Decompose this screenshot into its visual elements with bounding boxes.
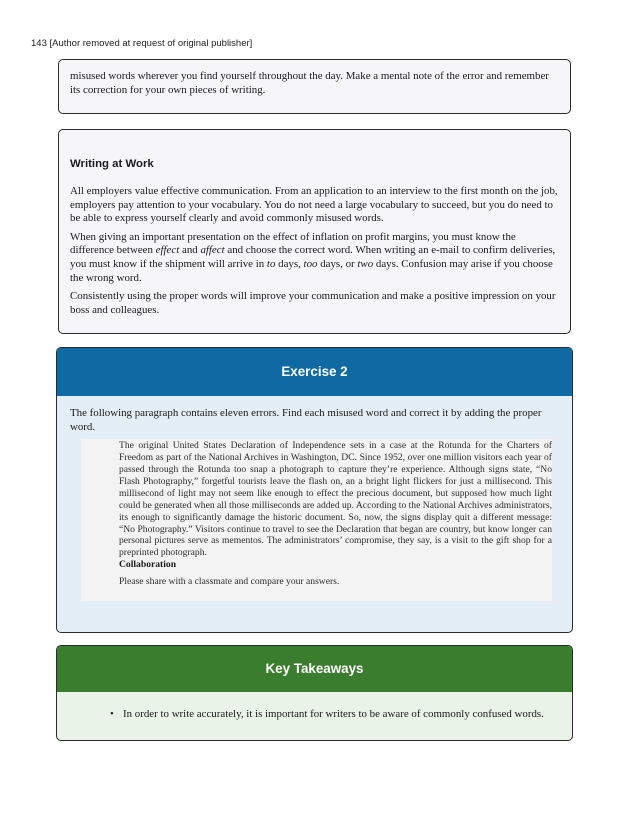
- bullet-icon: •: [110, 708, 114, 720]
- page-number: 143: [31, 38, 47, 49]
- writing-at-work-paragraph-3: Consistently using the proper words will improve your communication and make a positive impression on your boss and colleagues.: [70, 290, 556, 316]
- running-header: [31, 38, 252, 49]
- continued-note-text: misused words wherever you find yourself throughout the day. Make a mental note of the error and remember its correction for your own pieces of writing.: [70, 70, 549, 96]
- emphasis-to: to: [266, 257, 276, 270]
- takeaway-item: [110, 708, 572, 722]
- paragraph-2-text-4: days,: [275, 257, 304, 270]
- paragraph-2-text-2: and: [179, 244, 201, 257]
- key-takeaways-box: [56, 645, 573, 741]
- writing-at-work-box: [58, 129, 571, 334]
- collaboration-text: Please share with a classmate and compare your answers.: [119, 576, 340, 588]
- takeaway-text: In order to write accurately, it is important for writers to be aware of commonly confused words.: [123, 708, 544, 720]
- exercise-passage-block: [81, 439, 552, 601]
- writing-at-work-heading: Writing at Work: [70, 158, 154, 170]
- writing-at-work-paragraph-1: All employers value effective communication. From an application to an interview to the first month on the job, employers pay attention to your vocabulary. You do not need a large vocabulary to succeed, but you do need to be able to express yourself clearly and avoid commonly misused words.: [70, 185, 558, 225]
- paragraph-2-text-1: When giving an important presentation on the effect of inflation on profit margins, you must know the difference between: [70, 230, 516, 257]
- exercise-passage: The original United States Declaration of Independence sets in a case at the Rotunda for the Charters of Freedom as part of the National Archives in Washington, DC. Since 1952, over one million visitors each year of passed through the Rotunda too snap a photograph to capture they’re experience. Although signs state, “No Flash Photography,” forgetful tourists leave the flash on, an a bright light flickers for just a millisecond. This millisecond of light may not seem like enough to effect the precious document, but supposed how much light could be generated when all those milliseconds are added up. According to the National Archives administrators, its enough to significantly damage the historic document. So, now, the signs display quit a different message: “No Photography.” Visitors continue to travel to see the Declaration that began are country, but know longer can personal pictures serve as mementos. The administrators’ compromise, they say, is a visit to the gift shop for a preprinted photograph.: [119, 440, 552, 559]
- key-takeaways-title: Key Takeaways: [57, 646, 572, 692]
- exercise-intro: The following paragraph contains eleven errors. Find each misused word and correct it by adding the proper word.: [70, 407, 542, 433]
- exercise-title: Exercise 2: [57, 348, 572, 396]
- emphasis-two: two: [357, 257, 374, 270]
- emphasis-effect: effect: [155, 244, 180, 257]
- writing-at-work-paragraph-2: [70, 231, 559, 285]
- exercise-box: [56, 347, 573, 633]
- running-title: [Author removed at request of original publisher]: [49, 38, 253, 49]
- collaboration-heading: Collaboration: [119, 559, 177, 571]
- emphasis-too: too: [303, 257, 318, 270]
- paragraph-2-text-6: days. Confusion may arise if you choose the wrong word.: [70, 257, 553, 284]
- takeaway-list: [57, 708, 572, 722]
- continued-note-box: [58, 59, 571, 114]
- emphasis-affect: affect: [200, 244, 225, 257]
- paragraph-2-text-3: and choose the correct word. When writing an e-mail to confirm deliveries, you must know if the shipment will arrive in: [70, 244, 556, 270]
- paragraph-2-text-5: days, or: [317, 257, 358, 270]
